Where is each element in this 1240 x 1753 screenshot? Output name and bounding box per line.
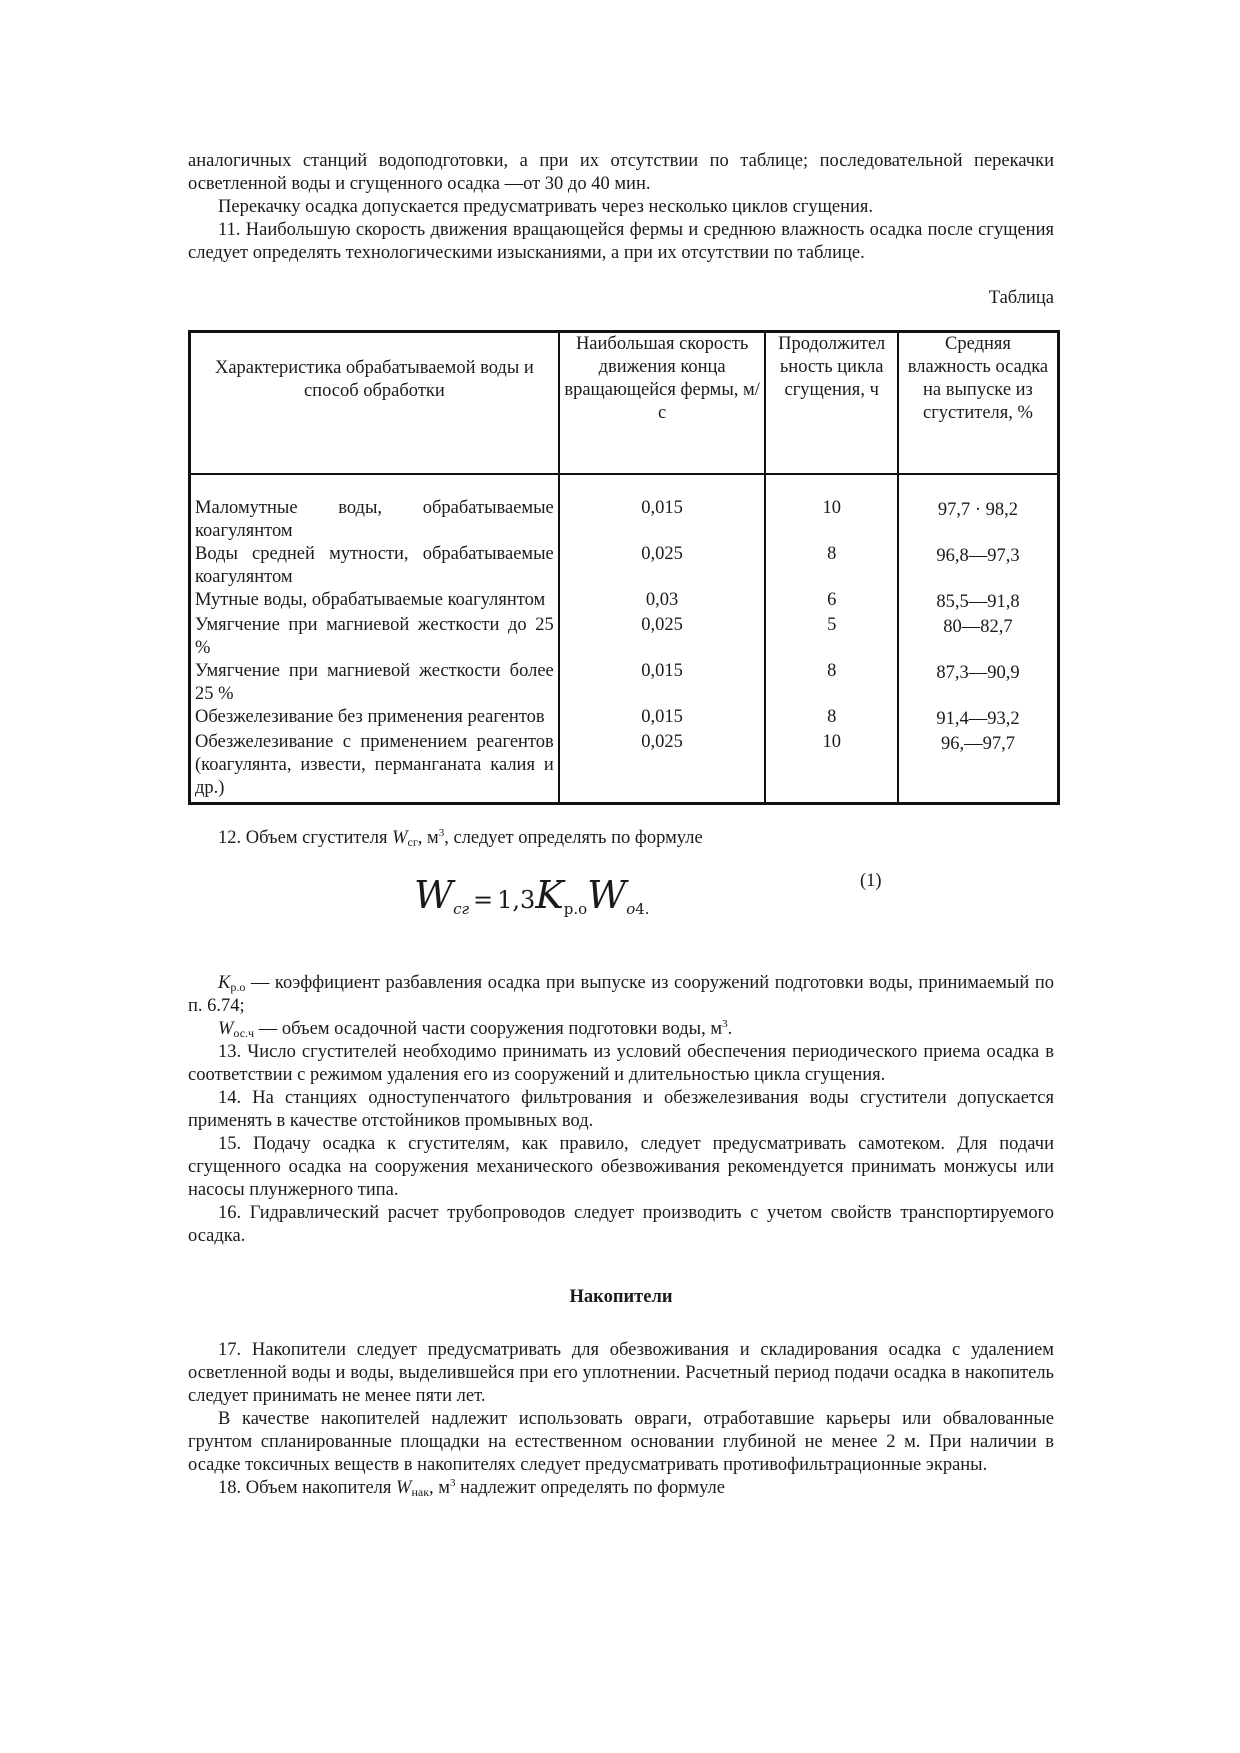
paragraph-12: 12. Объем сгустителя $W_{сг}$, $м^3$, следует определять по формуле — [218, 827, 703, 849]
row-cycle: 10 — [765, 731, 897, 804]
table-row — [190, 731, 1059, 804]
row-humidity: 87,3—90,9 — [898, 660, 1059, 706]
row-speed: 0,015 — [559, 497, 766, 543]
row-speed: 0,025 — [559, 731, 766, 804]
row-speed: 0,03 — [559, 589, 766, 614]
row-speed: 0,015 — [559, 660, 766, 706]
section-heading: Накопители — [569, 1287, 673, 1307]
document-page — [188, 150, 1054, 1500]
row-cycle: 6 — [765, 589, 897, 614]
row-humidity: 80—82,7 — [898, 614, 1059, 660]
row-speed: 0,025 — [559, 543, 766, 589]
row-description: Маломутные воды, обрабатываемые коагулянтом — [190, 497, 559, 543]
formula-number: (1) — [860, 871, 882, 891]
table-row — [190, 497, 1059, 543]
row-humidity: 96,8—97,3 — [898, 543, 1059, 589]
row-cycle: 5 — [765, 614, 897, 660]
header-humidity: Средняя влажность осадка на выпуске из сгустителя, % — [898, 332, 1059, 475]
row-description: Умягчение при магниевой жесткости более 25 % — [190, 660, 559, 706]
row-humidity: 91,4—93,2 — [898, 706, 1059, 731]
table-row — [190, 589, 1059, 614]
header-speed: Наибольшая скорость движения конца вращающейся фермы, м/с — [559, 332, 766, 475]
paragraph-15: 15. Подачу осадка к сгустителям, как правило, следует предусматривать самотеком. Для подачи сгущенного осадка на сооружения механического обезвоживания рекомендуется принимать монжусы или насосы плунжерного типа. — [188, 1134, 1054, 1200]
row-description: Мутные воды, обрабатываемые коагулянтом — [190, 589, 559, 614]
paragraph-17: 17. Накопители следует предусматривать для обезвоживания и складирования осадка с удалением осветленной воды и воды, выделившейся при его уплотнении. Расчетный период подачи осадка в накопитель следует принимать не менее пяти лет. — [188, 1340, 1054, 1406]
formula-1 — [188, 864, 1054, 944]
row-description: Воды средней мутности, обрабатываемые коагулянтом — [190, 543, 559, 589]
row-description: Обезжелезивание без применения реагентов — [190, 706, 559, 731]
row-humidity: 85,5—91,8 — [898, 589, 1059, 614]
row-speed: 0,015 — [559, 706, 766, 731]
formula-expression: $W_{сг} = 1,3K_{р.о}W_{о4.}$ — [414, 873, 650, 918]
table-row — [190, 543, 1059, 589]
definition-w: $W_{ос.ч}$ — объем осадочной части сооружения подготовки воды, $м^3$. — [218, 1018, 733, 1040]
paragraph-17b: В качестве накопителей надлежит использовать овраги, отработавшие карьеры или обвалованные грунтом спланированные площадки на естественном основании глубиной не менее 2 м. При наличии в осадке токсичных веществ в накопителях следует предусматривать противофильтрационные экраны. — [188, 1409, 1054, 1475]
row-cycle: 8 — [765, 706, 897, 731]
paragraph-13: 13. Число сгустителей необходимо принимать из условий обеспечения периодического приема осадка в соответствии с режимом удаления его из сооружений и длительностью цикла сгущения. — [188, 1042, 1054, 1085]
row-cycle: 8 — [765, 660, 897, 706]
row-humidity: 96,—97,7 — [898, 731, 1059, 804]
data-table — [188, 330, 1060, 805]
paragraph-18: 18. Объем накопителя $W_{нак}$, $м^3$ надлежит определять по формуле — [218, 1477, 725, 1499]
table-row — [190, 660, 1059, 706]
paragraph-11: 11. Наибольшую скорость движения вращающейся фермы и среднюю влажность осадка после сгущения следует определять технологическими изысканиями, а при их отсутствии по таблице. — [188, 220, 1054, 263]
row-cycle: 8 — [765, 543, 897, 589]
paragraph-14: 14. На станциях одноступенчатого фильтрования и обезжелезивания воды сгустители допускается применять в качестве отстойников промывных вод. — [188, 1088, 1054, 1131]
row-description: Умягчение при магниевой жесткости до 25 % — [190, 614, 559, 660]
table-spacer-row — [190, 474, 1059, 497]
row-cycle: 10 — [765, 497, 897, 543]
header-characteristic: Характеристика обрабатываемой воды и способ обработки — [190, 332, 559, 475]
intro-paragraph-2: Перекачку осадка допускается предусматривать через несколько циклов сгущения. — [218, 197, 874, 217]
row-description: Обезжелезивание с применением реагентов (коагулянта, извести, перманганата калия и др.) — [190, 731, 559, 804]
table-row — [190, 614, 1059, 660]
paragraph-16: 16. Гидравлический расчет трубопроводов следует производить с учетом свойств транспортируемого осадка. — [188, 1203, 1054, 1246]
header-cycle: Продолжител ьность цикла сгущения, ч — [765, 332, 897, 475]
table-row — [190, 706, 1059, 731]
table-header-row — [190, 332, 1059, 475]
table-caption: Таблица — [988, 288, 1054, 308]
row-speed: 0,025 — [559, 614, 766, 660]
definition-k: $K_{р.о}$ — коэффициент разбавления осадка при выпуске из сооружений подготовки воды, принимаемый по п. 6.74; — [188, 973, 1054, 1016]
row-humidity: 97,7 · 98,2 — [898, 497, 1059, 543]
intro-paragraph-1: аналогичных станций водоподготовки, а при их отсутствии по таблице; последовательной перекачки осветленной воды и сгущенного осадка —от 30 до 40 мин. — [188, 151, 1054, 194]
